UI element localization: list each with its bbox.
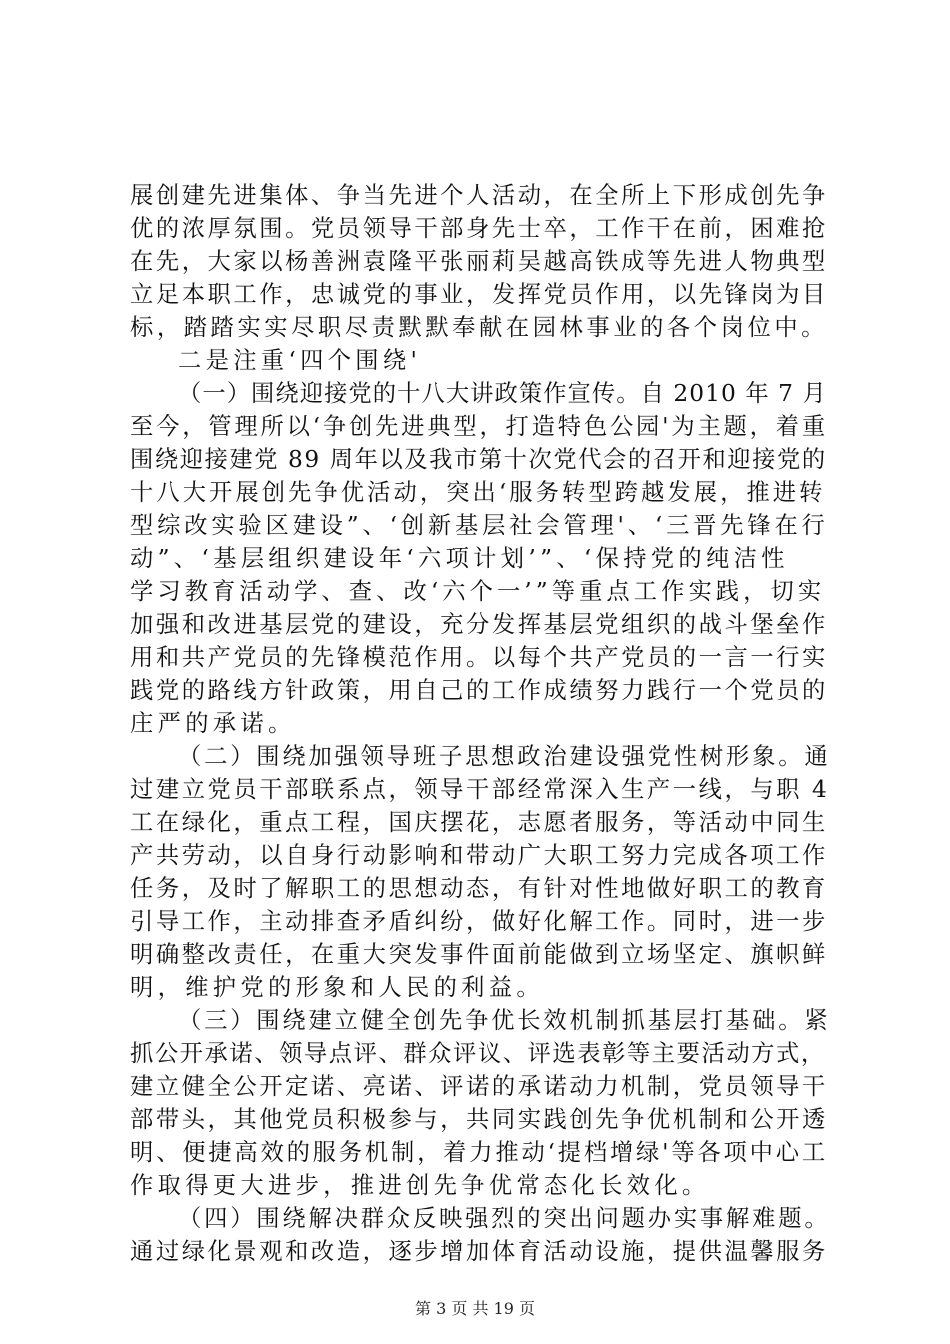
body-text-line: 围绕迎接建党 89 周年以及我市第十次党代会的召开和迎接党的 [130, 446, 827, 473]
section-heading: 二是注重‘四个围绕' [178, 347, 422, 374]
body-text-line: 明，维护党的形象和人民的利益。 [130, 974, 544, 1001]
body-text-line: 型综改实验区建设”、‘创新基层社会管理'、‘三晋先锋在行 [130, 512, 829, 539]
body-text-line: 引导工作，主动排查矛盾纠纷，做好化解工作。同时，进一步 [130, 908, 828, 935]
paragraph-heading: （三）围绕建立健全创先争优长效机制抓基层打基础。紧 [178, 1007, 830, 1034]
body-text-line: 建立健全公开定诺、亮诺、评诺的承诺动力机制，党员领导干 [130, 1073, 828, 1100]
body-text-line: 作取得更大进步，推进创先争优常态化长效化。 [130, 1172, 710, 1199]
body-text-line: 任务，及时了解职工的思想动态，有针对性地做好职工的教育 [130, 875, 828, 902]
body-text-line: 动”、‘基层组织建设年‘六项计划’”、‘保持党的纯洁性 [130, 545, 789, 572]
body-text-line: 优的浓厚氛围。党员领导干部身先士卒，工作干在前，困难抢 [130, 215, 828, 242]
body-text-line: 庄严的承诺。 [130, 710, 296, 737]
body-text-line: 产共劳动，以自身行动影响和带动广大职工努力完成各项工作 [130, 842, 828, 869]
body-text-line: 抓公开承诺、领导点评、群众评议、评选表彰等主要活动方式， [130, 1040, 826, 1067]
body-text-line: 工在绿化，重点工程，国庆摆花，志愿者服务，等活动中同生 [130, 809, 828, 836]
paragraph-heading: （一）围绕迎接党的十八大讲政策作宣传。自 2010 年 7 月 [178, 380, 827, 407]
paragraph-heading: （四）围绕解决群众反映强烈的突出问题办实事解难题。 [178, 1205, 830, 1232]
body-text-line: 用和共产党员的先锋模范作用。以每个共产党员的一言一行实 [130, 644, 828, 671]
body-text-line: 立足本职工作，忠诚党的事业，发挥党员作用，以先锋岗为目 [130, 281, 828, 308]
page-number-footer: 第 3 页 共 19 页 [415, 1299, 535, 1318]
body-text-line: 部带头，其他党员积极参与，共同实践创先争优机制和公开透 [130, 1106, 828, 1133]
body-text-line: 至今，管理所以‘争创先进典型，打造特色公园'为主题，着重 [130, 413, 828, 440]
body-text-line: 明确整改责任，在重大突发事件面前能做到立场坚定、旗帜鲜 [130, 941, 828, 968]
body-text-line: 通过绿化景观和改造，逐步增加体育活动设施，提供温馨服务 [130, 1238, 828, 1265]
body-text-line: 践党的路线方针政策，用自己的工作成绩努力践行一个党员的 [130, 677, 828, 704]
body-text-line: 在先，大家以杨善洲袁隆平张丽莉吴越高铁成等先进人物典型 [130, 248, 828, 275]
body-text-line: 标，踏踏实实尽职尽责默默奉献在园林事业的各个岗位中。 [130, 314, 829, 341]
body-text-line: 加强和改进基层党的建设，充分发挥基层党组织的战斗堡垒作 [130, 611, 828, 638]
body-text-line: 十八大开展创先争优活动，突出‘服务转型跨越发展，推进转 [130, 479, 826, 506]
body-text-line: 明、便捷高效的服务机制，着力推动‘提档增绿'等各项中心工 [130, 1139, 828, 1166]
body-text-line: 展创建先进集体、争当先进个人活动，在全所上下形成创先争 [130, 182, 828, 209]
body-text-line: 过建立党员干部联系点，领导干部经常深入生产一线，与职 4 [130, 776, 830, 803]
paragraph-heading: （二）围绕加强领导班子思想政治建设强党性树形象。通 [178, 743, 830, 770]
body-text-line: 学习教育活动学、查、改‘六个一’”等重点工作实践，切实 [130, 578, 826, 605]
